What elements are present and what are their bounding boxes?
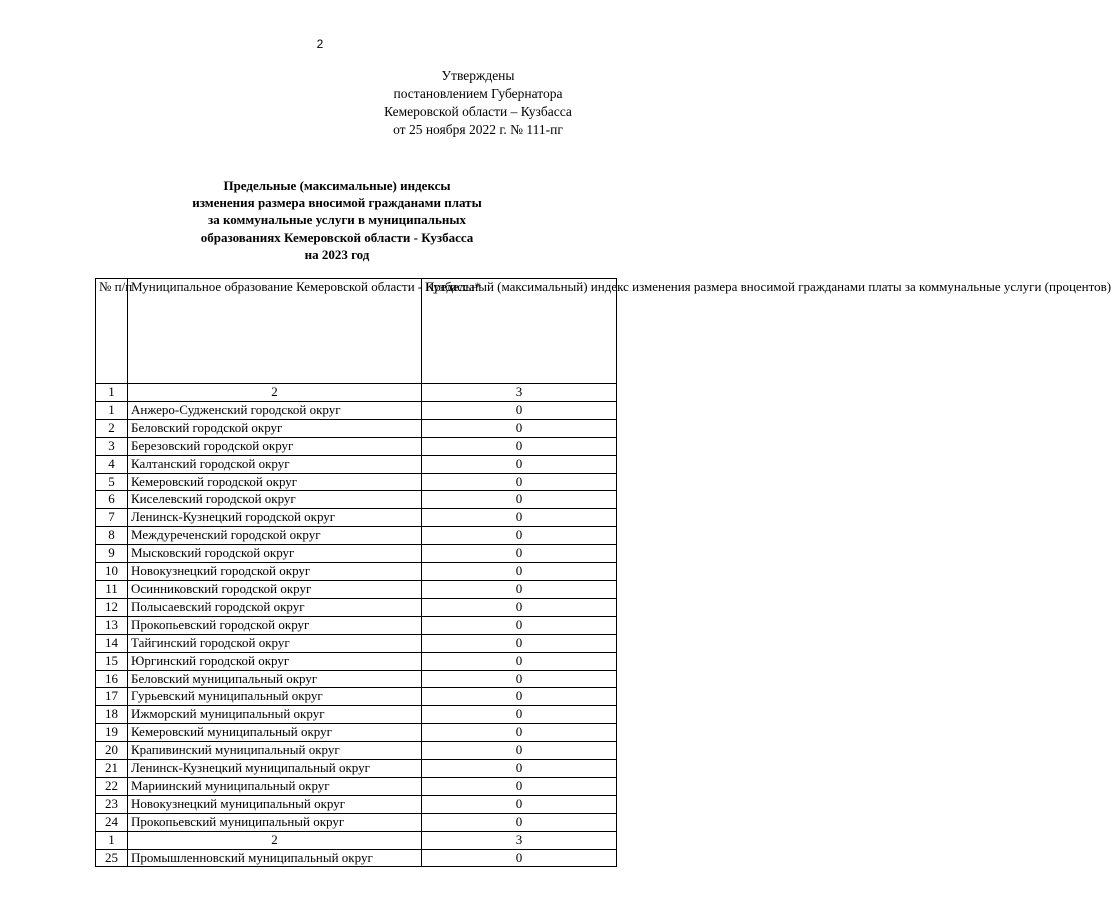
approval-line: постановлением Губернатора	[393, 86, 563, 101]
table-row	[96, 777, 617, 795]
row-number: 8	[96, 527, 128, 545]
page-number: 2	[316, 37, 324, 51]
municipality-name: Промышленновский муниципальный округ	[128, 849, 422, 867]
table-row	[96, 563, 617, 581]
table-row	[96, 742, 617, 760]
index-value: 0	[422, 527, 617, 545]
approval-line: от 25 ноября 2022 г. № 111-пг	[393, 122, 563, 137]
row-number: 9	[96, 545, 128, 563]
index-value: 0	[422, 760, 617, 778]
table-row	[96, 813, 617, 831]
municipality-name: Березовский городской округ	[128, 437, 422, 455]
row-number: 19	[96, 724, 128, 742]
title-line: за коммунальные услуги в муниципальных	[208, 212, 466, 228]
index-value: 0	[422, 849, 617, 867]
index-value: 0	[422, 545, 617, 563]
municipality-name: Мысковский городской округ	[128, 545, 422, 563]
municipality-name: Новокузнецкий муниципальный округ	[128, 795, 422, 813]
index-value: 0	[422, 509, 617, 527]
table-row	[96, 473, 617, 491]
row-number: 12	[96, 598, 128, 616]
index-value: 0	[422, 742, 617, 760]
table-row	[96, 491, 617, 509]
municipality-name: Тайгинский городской округ	[128, 634, 422, 652]
table-header-row	[96, 279, 617, 384]
row-number: 13	[96, 616, 128, 634]
index-value: 0	[422, 580, 617, 598]
row-number: 10	[96, 563, 128, 581]
title-line: на 2023 год	[304, 246, 370, 262]
row-number: 7	[96, 509, 128, 527]
column-number-row	[96, 384, 617, 402]
index-value: 0	[422, 777, 617, 795]
row-number: 20	[96, 742, 128, 760]
column-number: 1	[96, 384, 128, 402]
table-row	[96, 706, 617, 724]
index-value: 0	[422, 688, 617, 706]
municipality-name: Ленинск-Кузнецкий городской округ	[128, 509, 422, 527]
table-row	[96, 545, 617, 563]
municipality-name: Крапивинский муниципальный округ	[128, 742, 422, 760]
row-number: 21	[96, 760, 128, 778]
index-value: 0	[422, 419, 617, 437]
column-number: 1	[96, 831, 128, 849]
table-row	[96, 760, 617, 778]
table-row	[96, 616, 617, 634]
column-number: 3	[422, 831, 617, 849]
row-number: 23	[96, 795, 128, 813]
column-number-row-repeat	[96, 831, 617, 849]
row-number: 1	[96, 401, 128, 419]
index-value: 0	[422, 813, 617, 831]
table-row	[96, 724, 617, 742]
index-value: 0	[422, 706, 617, 724]
approval-line: Утверждены	[441, 68, 515, 83]
municipality-name: Мариинский муниципальный округ	[128, 777, 422, 795]
municipality-name: Гурьевский муниципальный округ	[128, 688, 422, 706]
municipality-name: Полысаевский городской округ	[128, 598, 422, 616]
row-number: 16	[96, 670, 128, 688]
row-number: 14	[96, 634, 128, 652]
table-row	[96, 634, 617, 652]
row-number: 2	[96, 419, 128, 437]
municipality-name: Прокопьевский городской округ	[128, 616, 422, 634]
municipality-name: Беловский городской округ	[128, 419, 422, 437]
index-value: 0	[422, 563, 617, 581]
index-value: 0	[422, 634, 617, 652]
index-value: 0	[422, 598, 617, 616]
header-num: № п/п	[96, 279, 128, 384]
row-number: 24	[96, 813, 128, 831]
municipality-name: Анжеро-Судженский городской округ	[128, 401, 422, 419]
row-number: 4	[96, 455, 128, 473]
table-row	[96, 849, 617, 867]
row-number: 11	[96, 580, 128, 598]
table-row	[96, 419, 617, 437]
municipality-name: Киселевский городской округ	[128, 491, 422, 509]
table-row	[96, 527, 617, 545]
table-row	[96, 455, 617, 473]
index-value: 0	[422, 473, 617, 491]
title-line: Предельные (максимальные) индексы	[223, 178, 451, 193]
municipality-name: Новокузнецкий городской округ	[128, 563, 422, 581]
approval-line: Кемеровской области – Кузбасса	[384, 104, 572, 119]
index-value: 0	[422, 401, 617, 419]
approval-block	[360, 67, 596, 139]
table-row	[96, 598, 617, 616]
index-value: 0	[422, 455, 617, 473]
table-row	[96, 580, 617, 598]
index-table	[95, 278, 1111, 867]
row-number: 15	[96, 652, 128, 670]
column-number: 3	[422, 384, 617, 402]
index-value: 0	[422, 670, 617, 688]
row-number: 25	[96, 849, 128, 867]
municipality-name: Кемеровский муниципальный округ	[128, 724, 422, 742]
row-number: 6	[96, 491, 128, 509]
table-row	[96, 795, 617, 813]
row-number: 22	[96, 777, 128, 795]
title-line: образованиях Кемеровской области - Кузбасса	[200, 229, 474, 245]
municipality-name: Кемеровский городской округ	[128, 473, 422, 491]
title-line: изменения размера вносимой гражданами платы	[192, 195, 482, 211]
index-value: 0	[422, 724, 617, 742]
municipality-name: Ижморский муниципальный округ	[128, 706, 422, 724]
municipality-name: Осинниковский городской округ	[128, 580, 422, 598]
table-row	[96, 652, 617, 670]
table-row	[96, 401, 617, 419]
table-row	[96, 437, 617, 455]
index-value: 0	[422, 652, 617, 670]
municipality-name: Междуреченский городской округ	[128, 527, 422, 545]
index-value: 0	[422, 616, 617, 634]
column-number: 2	[128, 831, 422, 849]
municipality-name: Прокопьевский муниципальный округ	[128, 813, 422, 831]
table-row	[96, 670, 617, 688]
header-index: Предельный (максимальный) индекс изменения размера вносимой гражданами платы за коммунальные услуги (процентов)	[422, 279, 617, 384]
table-row	[96, 509, 617, 527]
row-number: 18	[96, 706, 128, 724]
document-title	[130, 177, 544, 263]
row-number: 3	[96, 437, 128, 455]
header-municipality: Муниципальное образование Кемеровской области - Кузбасса*	[128, 279, 422, 384]
table-row	[96, 688, 617, 706]
index-value: 0	[422, 437, 617, 455]
municipality-name: Калтанский городской округ	[128, 455, 422, 473]
row-number: 17	[96, 688, 128, 706]
index-value: 0	[422, 491, 617, 509]
municipality-name: Ленинск-Кузнецкий муниципальный округ	[128, 760, 422, 778]
column-number: 2	[128, 384, 422, 402]
row-number: 5	[96, 473, 128, 491]
municipality-name: Беловский муниципальный округ	[128, 670, 422, 688]
municipality-name: Юргинский городской округ	[128, 652, 422, 670]
index-value: 0	[422, 795, 617, 813]
